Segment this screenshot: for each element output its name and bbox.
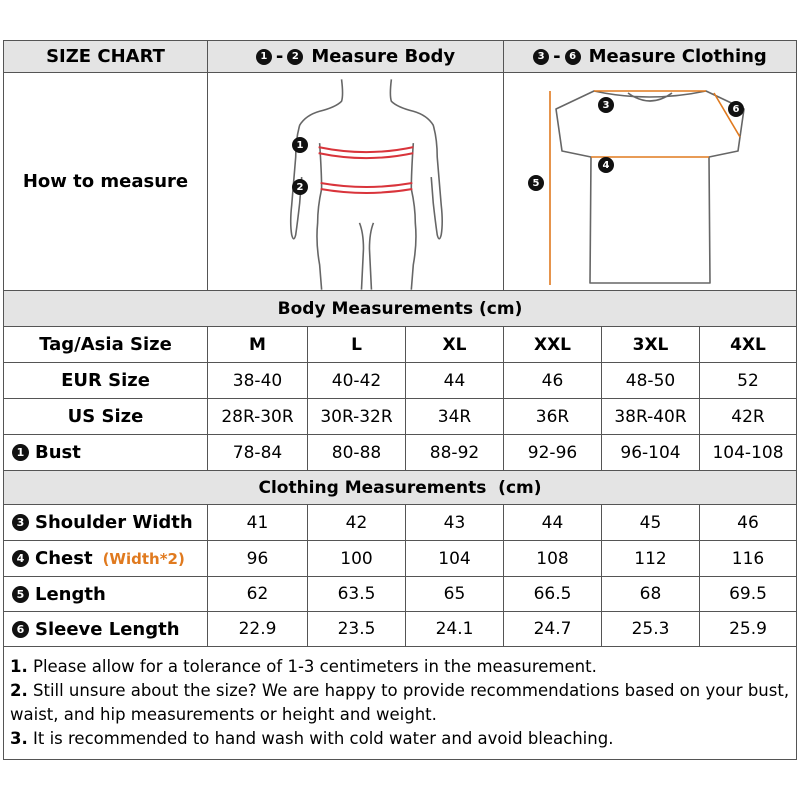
us-cell: 28R-30R (208, 399, 308, 435)
illustration-row (4, 73, 796, 291)
length-cell: 62 (208, 577, 308, 612)
marker-sleeve: 6 (728, 101, 744, 117)
eur-cell: 52 (700, 363, 796, 399)
length-cell: 66.5 (504, 577, 602, 612)
shoulder-cell: 45 (602, 505, 700, 541)
number-badge: 5 (12, 586, 29, 603)
us-cell: 38R-40R (602, 399, 700, 435)
number-badge: 4 (12, 550, 29, 567)
size-cell: XXL (504, 327, 602, 363)
sleeve-cell: 23.5 (308, 612, 406, 647)
shirt-illustration (504, 73, 796, 291)
notes-section (4, 647, 796, 759)
us-cell: 30R-32R (308, 399, 406, 435)
size-chart-table (3, 40, 797, 760)
bust-cell: 78-84 (208, 435, 308, 471)
note-item: 1. Please allow for a tolerance of 1-3 centimeters in the measurement. (10, 657, 597, 676)
sleeve-label: 6 Sleeve Length (4, 612, 208, 647)
chest-cell: 96 (208, 541, 308, 577)
eur-cell: 46 (504, 363, 602, 399)
bust-label: 1 Bust (4, 435, 208, 471)
eur-cell: 44 (406, 363, 504, 399)
chest-width-note: (Width*2) (102, 549, 185, 568)
clothing-measurements-title: Clothing Measurements (cm) (4, 471, 796, 505)
chest-cell: 108 (504, 541, 602, 577)
header-row (4, 41, 796, 73)
number-badge: 1 (256, 49, 272, 65)
measure-clothing-header: 3 - 6 Measure Clothing (504, 41, 796, 73)
size-chart-title (4, 41, 208, 73)
body-silhouette-icon (208, 73, 503, 290)
sleeve-cell: 22.9 (208, 612, 308, 647)
eur-label: EUR Size (4, 363, 208, 399)
shoulder-cell: 42 (308, 505, 406, 541)
us-row (4, 399, 796, 435)
sleeve-row (4, 612, 796, 647)
size-cell: M (208, 327, 308, 363)
sleeve-cell: 24.1 (406, 612, 504, 647)
length-label: 5 Length (4, 577, 208, 612)
eur-cell: 40-42 (308, 363, 406, 399)
eur-cell: 38-40 (208, 363, 308, 399)
measure-body-label: Measure Body (311, 46, 456, 67)
number-badge: 1 (12, 444, 29, 461)
size-chart-label: SIZE CHART (46, 46, 165, 67)
length-cell: 69.5 (700, 577, 796, 612)
clothing-measurements-row (4, 471, 796, 505)
us-cell: 36R (504, 399, 602, 435)
chest-cell: 116 (700, 541, 796, 577)
shoulder-cell: 44 (504, 505, 602, 541)
sleeve-cell: 24.7 (504, 612, 602, 647)
how-to-measure-label: How to measure (4, 73, 208, 291)
measure-clothing-label: Measure Clothing (588, 46, 767, 67)
number-badge: 6 (12, 621, 29, 638)
measure-body-header: 1 - 2 Measure Body (208, 41, 504, 73)
shoulder-cell: 43 (406, 505, 504, 541)
eur-row (4, 363, 796, 399)
bust-cell: 80-88 (308, 435, 406, 471)
marker-shoulder: 3 (598, 97, 614, 113)
bust-cell: 104-108 (700, 435, 796, 471)
size-cell: XL (406, 327, 504, 363)
sleeve-cell: 25.9 (700, 612, 796, 647)
body-measurements-row (4, 291, 796, 327)
chest-cell: 112 (602, 541, 700, 577)
bust-cell: 96-104 (602, 435, 700, 471)
us-cell: 42R (700, 399, 796, 435)
length-row (4, 577, 796, 612)
eur-cell: 48-50 (602, 363, 700, 399)
bust-cell: 88-92 (406, 435, 504, 471)
shoulder-cell: 46 (700, 505, 796, 541)
number-badge: 2 (287, 49, 303, 65)
number-badge: 3 (12, 514, 29, 531)
chest-cell: 100 (308, 541, 406, 577)
size-label: Tag/Asia Size (4, 327, 208, 363)
length-cell: 63.5 (308, 577, 406, 612)
note-item: 2. Still unsure about the size? We are happy to provide recommendations based on your bust, waist, and hip measurements or height and weight. (10, 681, 790, 724)
sleeve-cell: 25.3 (602, 612, 700, 647)
bust-cell: 92-96 (504, 435, 602, 471)
shoulder-cell: 41 (208, 505, 308, 541)
bust-row (4, 435, 796, 471)
chest-cell: 104 (406, 541, 504, 577)
note-item: 3. It is recommended to hand wash with cold water and avoid bleaching. (10, 729, 614, 748)
size-cell: L (308, 327, 406, 363)
marker-chest: 4 (598, 157, 614, 173)
tshirt-icon (504, 73, 796, 290)
number-badge: 6 (565, 49, 581, 65)
shoulder-row (4, 505, 796, 541)
size-cell: 4XL (700, 327, 796, 363)
shoulder-label: 3 Shoulder Width (4, 505, 208, 541)
marker-length: 5 (528, 175, 544, 191)
us-cell: 34R (406, 399, 504, 435)
size-row (4, 327, 796, 363)
length-cell: 65 (406, 577, 504, 612)
marker-waist: 2 (292, 179, 308, 195)
length-cell: 68 (602, 577, 700, 612)
chest-label: 4 Chest (Width*2) (4, 541, 208, 577)
size-cell: 3XL (602, 327, 700, 363)
marker-bust: 1 (292, 137, 308, 153)
chest-row (4, 541, 796, 577)
body-measurements-title: Body Measurements (cm) (4, 291, 796, 327)
us-label: US Size (4, 399, 208, 435)
body-illustration (208, 73, 504, 291)
number-badge: 3 (533, 49, 549, 65)
